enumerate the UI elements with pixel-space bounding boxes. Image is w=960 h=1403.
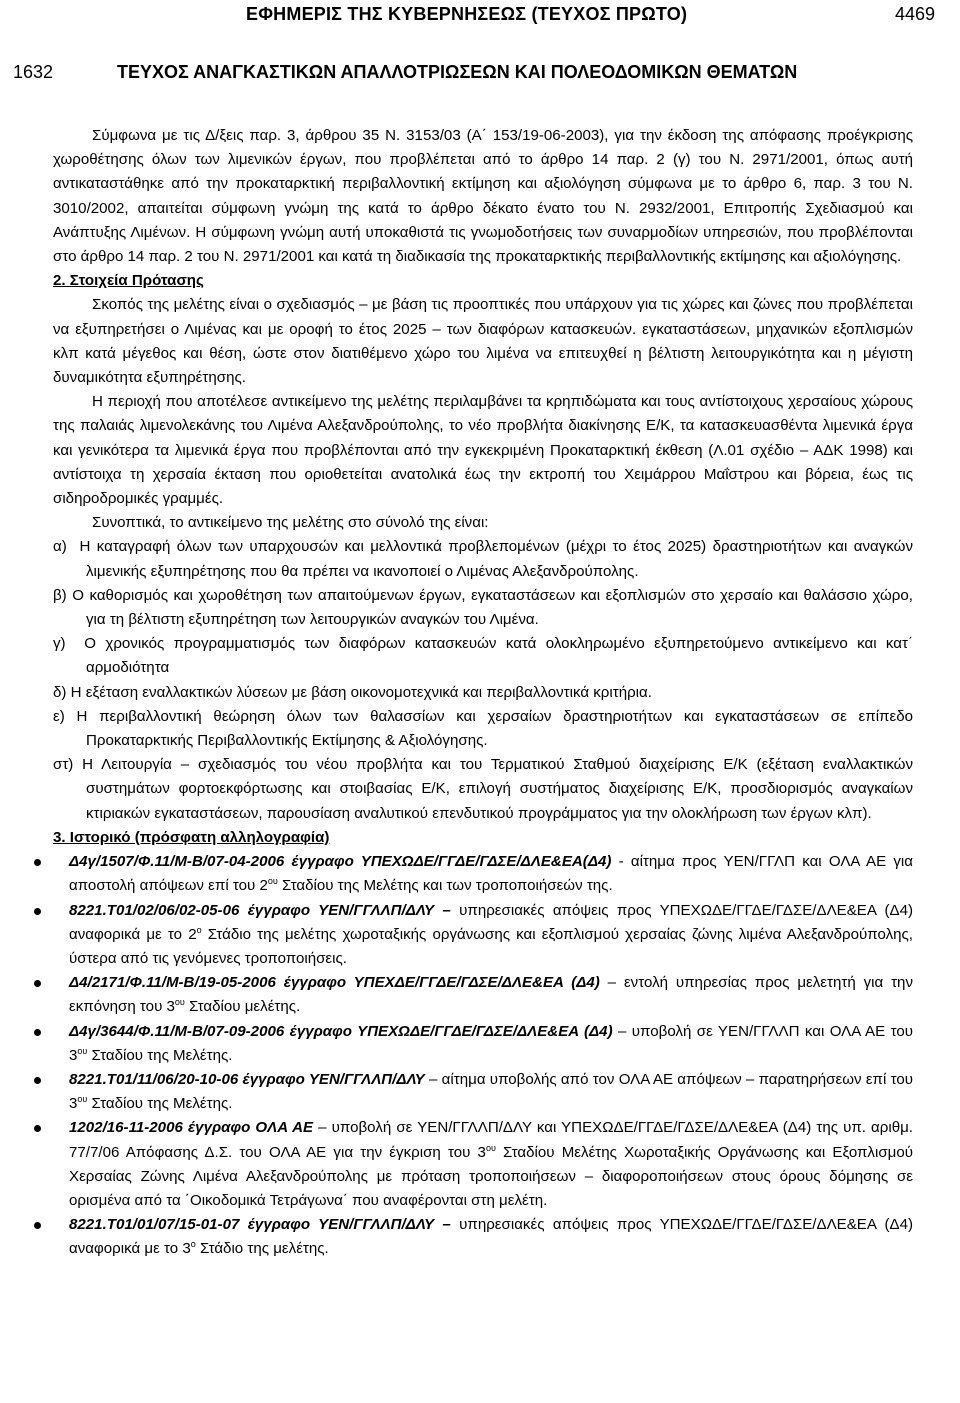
correspondence-item: 8221.Τ01/02/06/02-05-06 έγγραφο ΥΕΝ/ΓΓΛΛΠ/ΔΛΥ – υπηρεσιακές απόψεις προς ΥΠΕΧΩΔΕ/ΓΓΔΕ/ΓΔΣΕ/ΔΛΕ&ΕΑ (Δ4) αναφορικά με το $2^o$ Στάδιο της μελέτης χωροταξικής οργάνωσης και εξοπλισμού χερσαίας ζώνης λιμένα Αλεξανδρούπολης, ύστερα από τις γενόμενες τροποποιήσεις. — [53, 899, 913, 972]
paragraph-legal-basis: Σύμφωνα με τις Δ/ξεις παρ. 3, άρθρου 35 Ν. 3153/03 (Α΄ 153/19-06-2003), για την έκδοση της απόφασης προέγκρισης χωροθέτησης όλων των λιμενικών έργων, που προβλέπεται από το άρθρο 14 παρ. 2 (γ) του Ν. 2971/2001, όπως αυτή αντικαταστάθηκε από την προκαταρκτική περιβαλλοντική εκτίμηση και αξιολόγηση σύμφωνα με το άρθρο 6, παρ. 3 του Ν. 3010/2002, απαιτείται σύμφωνη γνώμη της κατά το άρθρο δέκατο ένατο του Ν. 2932/2001, Επιτροπής Σχεδιασμού και Ανάπτυξης Λιμένων. Η σύμφωνη γνώμη αυτή υποκαθιστά τις γνωμοδοτήσεις των συναρμοδίων υπηρεσιών, που προβλέπονται στο άρθρο 14 παρ. 2 του Ν. 2971/2001 και κατά τη διαδικασία της προκαταρκτικής περιβαλλοντικής εκτίμησης και αξιολόγησης. — [53, 127, 913, 266]
gazette-title: ΕΦΗΜΕΡΙΣ ΤΗΣ ΚΥΒΕΡΝΗΣΕΩΣ (ΤΕΥΧΟΣ ΠΡΩΤΟ) — [246, 4, 688, 24]
bullet-icon — [34, 859, 41, 866]
running-header — [0, 4, 960, 24]
list-item: δ) Η εξέταση εναλλακτικών λύσεων με βάση οικονομοτεχνικά και περιβαλλοντικά κριτήρια. — [53, 683, 652, 701]
list-item: στ) Η Λειτουργία – σχεδιασμός του νέου προβλήτα και του Τερματικού Σταθμού διαχείρισης Ε/Κ (εξέταση εναλλακτικών συστημάτων φορτοεκφόρτωσης και στοιβασίας Ε/Κ, επιλογή συστήματος διαχείρισης Ε/Κ, προσδιορισμός αναγκαίων κτιριακών εγκαταστάσεων, παρουσίαση αναλυτικού επενδυτικού προγράμματος για την ολοκλήρωση των έργων κλπ). — [53, 756, 913, 822]
correspondence-item: Δ4γ/1507/Φ.11/Μ-Β/07-04-2006 έγγραφο ΥΠΕΧΩΔΕ/ΓΓΔΕ/ΓΔΣΕ/ΔΛΕ&ΕΑ(Δ4) - αίτημα προς ΥΕΝ/ΓΓΛΠ και ΟΛΑ ΑΕ για αποστολή απόψεων επί του $2^{o\upsilon}$ Σταδίου της Μελέτης και των τροποποιήσεών της. — [53, 850, 913, 898]
paragraph-summary-intro: Συνοπτικά, το αντικείμενο της μελέτης στο σύνολό της είναι: — [92, 514, 489, 532]
document-body — [53, 124, 913, 1262]
issue-title: ΤΕΥΧΟΣ ΑΝΑΓΚΑΣΤΙΚΩΝ ΑΠΑΛΛΟΤΡΙΩΣΕΩΝ ΚΑΙ ΠΟΛΕΟΔΟΜΙΚΩΝ ΘΕΜΑΤΩΝ — [117, 62, 798, 82]
issue-number: 1632 — [13, 62, 54, 82]
bullet-icon — [34, 1222, 41, 1229]
paragraph-purpose: Σκοπός της μελέτης είναι ο σχεδιασμός – με βάση τις προοπτικές που υπάρχουν για τις χώρες και ζώνες που προβλέπεται να εξυπηρετήσει ο Λιμένας και με οροφή το έτος 2025 – των διαφόρων κατασκευών. εγκαταστάσεων, μηχανικών εξοπλισμών κλπ κατά μέγεθος και θέση, ώστε στον διατιθέμενο χώρο του λιμένα να επιτευχθεί η βέλτιστη λειτουργικότητα και η μέγιστη δυναμικότητα εξυπηρέτησης. — [53, 296, 913, 387]
issue-header — [0, 62, 960, 82]
bullet-icon — [34, 1125, 41, 1132]
list-item: β) Ο καθορισμός και χωροθέτηση των απαιτούμενων έργων, εγκαταστάσεων και εξοπλισμών στο χερσαίο και θαλάσσιο χώρο, για τη βέλτιστη εξυπηρέτηση των λειτουργικών αναγκών του Λιμένα. — [53, 586, 913, 629]
paragraph-study-area: Η περιοχή που αποτέλεσε αντικείμενο της μελέτης περιλαμβάνει τα κρηπιδώματα και τους αντίστοιχους χερσαίους χώρους της παλαιάς λιμενολεκάνης του Λιμένα Αλεξανδρούπολης, το νέο προβλήτα διακίνησης Ε/Κ, τα κατασκευασθέντα λιμενικά έργα και γενικότερα τα λιμενικά έργα που προβλέπονται από την εγκεκριμένη Προκαταρκτική έκθεση (Λ.01 σχέδιο – ΑΔΚ 1998) και αντίστοιχα τη χερσαία έκταση που οριοθετείται ανατολικά έως την εκτροπή του Χειμάρρου Μαΐστρου και βόρεια, έως τις σιδηροδρομικές γραμμές. — [53, 393, 913, 508]
bullet-icon — [34, 980, 41, 987]
list-item: ε) Η περιβαλλοντική θεώρηση όλων των θαλασσίων και χερσαίων δραστηριοτήτων και εγκαταστάσεων σε επίπεδο Προκαταρκτικής Περιβαλλοντικής Εκτίμησης & Αξιολόγησης. — [53, 707, 913, 750]
correspondence-item: Δ4/2171/Φ.11/Μ-Β/19-05-2006 έγγραφο ΥΠΕΧΔΕ/ΓΓΔΕ/ΓΔΣΕ/ΔΛΕ&ΕΑ (Δ4) – εντολή υπηρεσίας προς μελετητή για την εκπόνηση του $3^{o\upsilon}$ Σταδίου μελέτης. — [53, 971, 913, 1019]
correspondence-item: 8221.Τ01/11/06/20-10-06 έγγραφο ΥΕΝ/ΓΓΛΛΠ/ΔΛΥ – αίτημα υποβολής από τον ΟΛΑ ΑΕ απόψεων – παρατηρήσεων επί του $3^{o\upsilon}$ Σταδίου της Μελέτης. — [53, 1068, 913, 1116]
list-item: γ) Ο χρονικός προγραμματισμός των διαφόρων κατασκευών κατά ολοκληρωμένο εξυπηρετούμενο αντικείμενο και κατ΄ αρμοδιότητα — [53, 635, 913, 677]
bullet-icon — [34, 908, 41, 915]
bullet-icon — [34, 1029, 41, 1036]
bullet-icon — [34, 1077, 41, 1084]
section-heading-proposal: 2. Στοιχεία Πρότασης — [53, 272, 204, 290]
list-item: α) Η καταγραφή όλων των υπαρχουσών και μελλοντικά προβλεπομένων (μέχρι το έτος 2025) δραστηριοτήτων και αναγκών λιμενικής εξυπηρέτησης που θα πρέπει να ικανοποιεί ο Λιμένας Αλεξανδρούπολης. — [53, 538, 913, 580]
page-number: 4469 — [895, 4, 936, 24]
correspondence-item: Δ4γ/3644/Φ.11/Μ-Β/07-09-2006 έγγραφο ΥΠΕΧΩΔΕ/ΓΓΔΕ/ΓΔΣΕ/ΔΛΕ&ΕΑ (Δ4) – υποβολή σε ΥΕΝ/ΓΓΛΛΠ και ΟΛΑ ΑΕ του $3^{o\upsilon}$ Σταδίου της Μελέτης. — [53, 1020, 913, 1068]
correspondence-list — [53, 850, 913, 1261]
section-heading-history: 3. Ιστορικό (πρόσφατη αλληλογραφία) — [53, 828, 330, 846]
correspondence-item: 1202/16-11-2006 έγγραφο ΟΛΑ ΑΕ – υποβολή σε ΥΕΝ/ΓΓΛΛΠ/ΔΛΥ και ΥΠΕΧΩΔΕ/ΓΓΔΕ/ΓΔΣΕ/ΔΛΕ&ΕΑ (Δ4) της υπ. αριθμ. 77/7/06 Απόφασης Δ.Σ. του ΟΛΑ ΑΕ για την έγκριση του $3^{o\upsilon}$ Σταδίου Μελέτης Χωροταξικής Οργάνωσης και Εξοπλισμού Χερσαίας Ζώνης Λιμένα Αλεξανδρούπολης με πρόταση τροποποιήσεων – διαφοροποιήσεων στους όρους δόμησης σε ορισμένα από τα ΄Οικοδομικά Τετράγωνα΄ που αναφέρονται στη μελέτη. — [53, 1116, 913, 1213]
correspondence-item: 8221.Τ01/01/07/15-01-07 έγγραφο ΥΕΝ/ΓΓΛΛΠ/ΔΛΥ – υπηρεσιακές απόψεις προς ΥΠΕΧΩΔΕ/ΓΓΔΕ/ΓΔΣΕ/ΔΛΕ&ΕΑ (Δ4) αναφορικά με το $3^o$ Στάδιο της μελέτης. — [53, 1213, 913, 1261]
